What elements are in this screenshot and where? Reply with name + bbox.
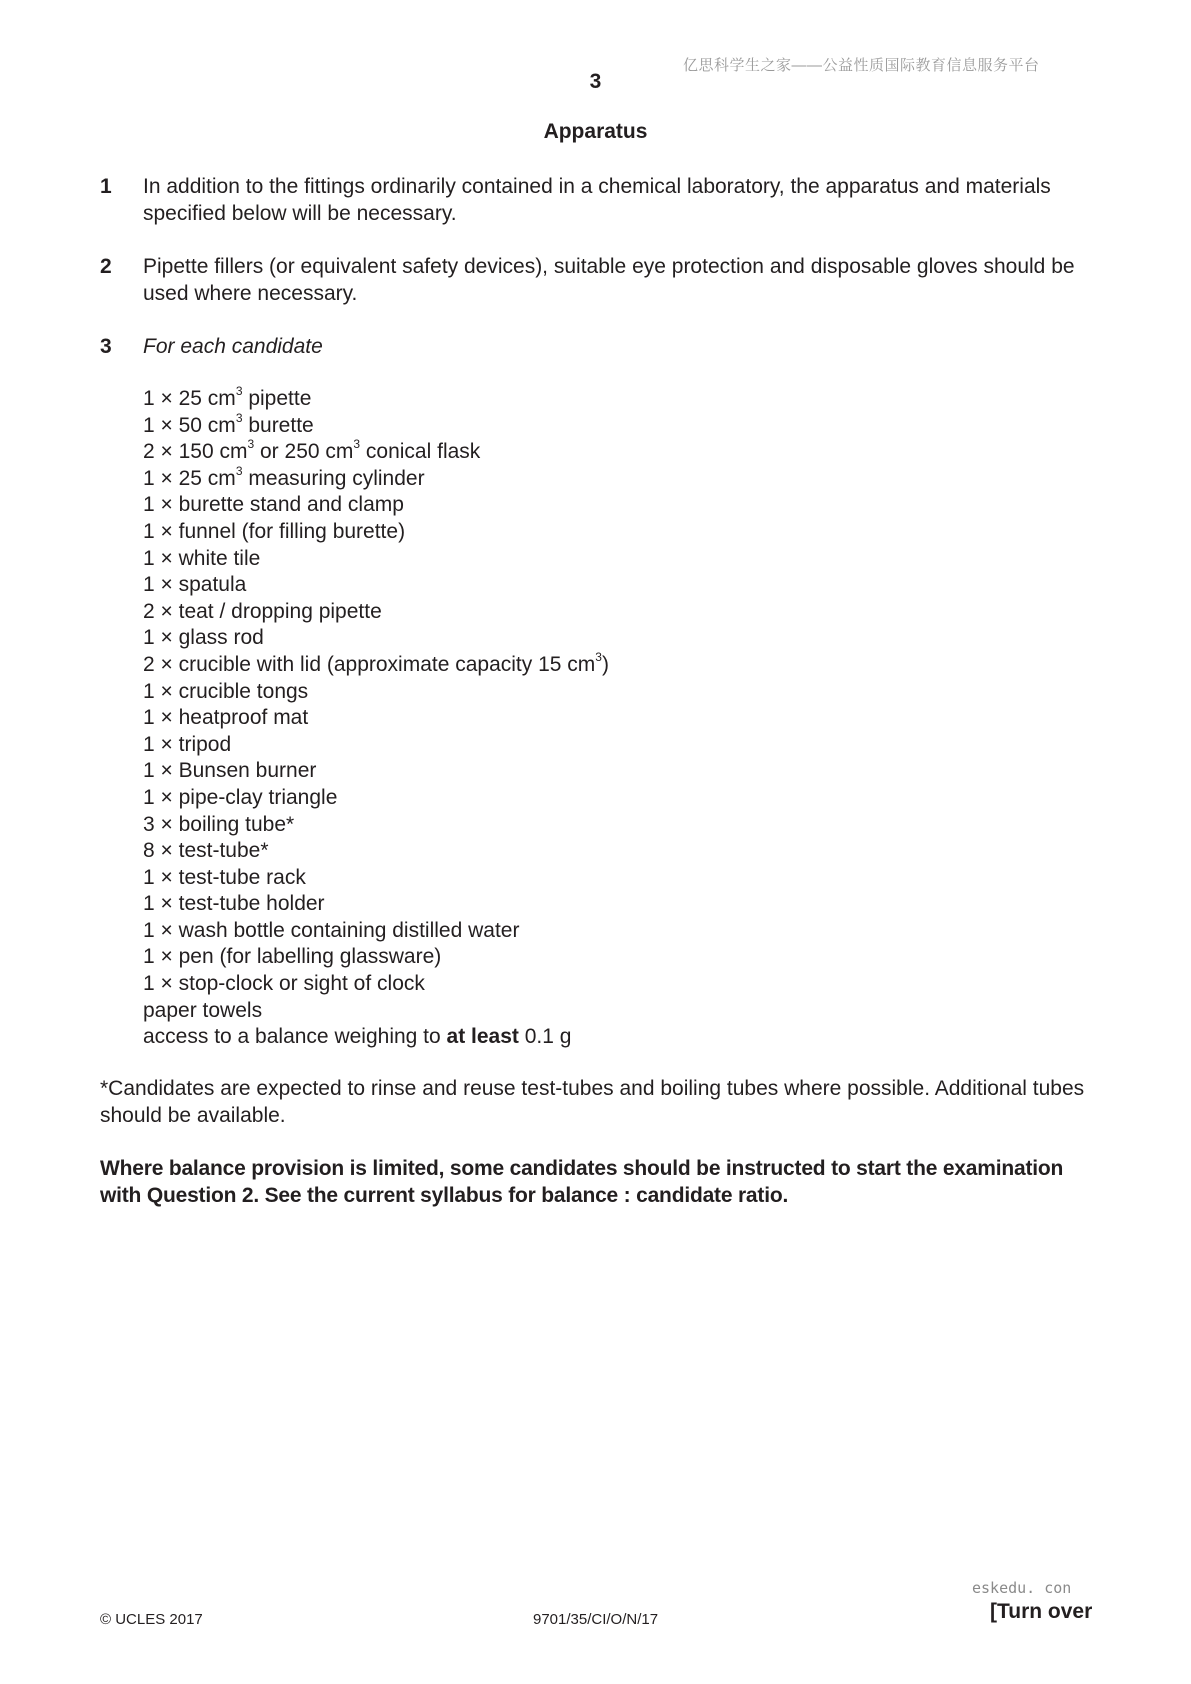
paper-code: 9701/35/CI/O/N/17 — [533, 1611, 659, 1628]
item-quantity: 1 × — [143, 785, 173, 809]
item-quantity: 1 × — [143, 918, 173, 942]
apparatus-item — [143, 572, 609, 599]
apparatus-item — [143, 891, 609, 918]
item-text: pen (for labelling glassware) — [172, 945, 442, 969]
item-text: Bunsen burner — [172, 759, 317, 783]
item-text: teat / dropping pipette — [172, 599, 382, 623]
apparatus-item — [143, 679, 609, 706]
item-text: 0.1 g — [518, 1025, 572, 1049]
item-superscript: 3 — [235, 463, 243, 478]
paragraph-text: Pipette fillers (or equivalent safety devices), suitable eye protection and disposable gloves should be used where necessary. — [143, 255, 1075, 305]
item-text: test-tube holder — [172, 892, 325, 916]
watermark-bottom: eskedu. con — [972, 1579, 1072, 1597]
apparatus-item — [143, 944, 609, 971]
item-text: 25 cm — [172, 466, 236, 490]
paragraph-3 — [100, 333, 1100, 360]
paragraph-2 — [100, 253, 1100, 307]
apparatus-item — [143, 546, 609, 573]
item-superscript: 3 — [247, 437, 255, 452]
apparatus-item — [143, 410, 609, 440]
item-text: 150 cm — [172, 440, 248, 464]
item-quantity: 1 × — [143, 519, 173, 543]
section-heading: Apparatus — [543, 120, 648, 143]
paragraph-number: 2 — [100, 255, 112, 278]
item-text: stop-clock or sight of clock — [172, 972, 425, 996]
apparatus-item — [143, 649, 609, 679]
apparatus-item — [143, 971, 609, 998]
apparatus-item — [143, 625, 609, 652]
paragraph-number: 3 — [100, 335, 112, 358]
item-text: 25 cm — [172, 387, 236, 410]
item-text: crucible tongs — [172, 679, 309, 703]
item-text: ) — [601, 652, 609, 676]
apparatus-item — [143, 785, 609, 812]
item-quantity: 1 × — [143, 387, 173, 410]
item-quantity: 1 × — [143, 493, 173, 517]
item-quantity: 1 × — [143, 972, 173, 996]
apparatus-item — [143, 599, 609, 626]
item-text: boiling tube* — [172, 812, 295, 836]
item-quantity: 3 × — [143, 812, 173, 836]
item-text: test-tube* — [172, 839, 269, 863]
item-quantity: 1 × — [143, 865, 173, 889]
paragraph-number: 1 — [100, 175, 112, 198]
apparatus-item — [143, 386, 609, 413]
item-text: burette stand and clamp — [172, 493, 404, 517]
turn-over: [Turn over — [990, 1600, 1093, 1623]
item-superscript: 3 — [595, 649, 602, 664]
paragraph-1 — [100, 173, 1100, 227]
item-quantity: 1 × — [143, 892, 173, 916]
tubes-note: *Candidates are expected to rinse and reuse test-tubes and boiling tubes where possible. Additional tubes should be available. — [100, 1077, 1085, 1127]
item-text: burette — [242, 413, 314, 437]
item-text: pipe-clay triangle — [172, 785, 338, 809]
paragraph-text: For each candidate — [143, 335, 323, 358]
item-text: pipette — [242, 387, 312, 410]
apparatus-item — [143, 865, 609, 892]
apparatus-item — [143, 732, 609, 759]
watermark-top: 亿思科学生之家——公益性质国际教育信息服务平台 — [683, 57, 1040, 74]
copyright: © UCLES 2017 — [100, 1611, 203, 1628]
apparatus-item — [143, 492, 609, 519]
apparatus-item — [143, 918, 609, 945]
item-quantity: 1 × — [143, 626, 173, 650]
item-text: 50 cm — [172, 413, 236, 437]
item-text: spatula — [172, 573, 247, 597]
apparatus-item — [143, 758, 609, 785]
item-text: access to a balance weighing to — [143, 1025, 447, 1049]
balance-note: Where balance provision is limited, some candidates should be instructed to start the examination with Question 2. See the current syllabus for balance : candidate ratio. — [100, 1157, 1064, 1207]
apparatus-item — [143, 998, 609, 1025]
item-quantity: 2 × — [143, 440, 173, 464]
apparatus-item — [143, 519, 609, 546]
apparatus-item — [143, 463, 609, 493]
paragraph-text: In addition to the fittings ordinarily contained in a chemical laboratory, the apparatus and materials specified below will be necessary. — [143, 175, 1051, 225]
item-text: glass rod — [172, 626, 264, 650]
item-text: conical flask — [360, 440, 481, 464]
item-text: heatproof mat — [172, 706, 309, 730]
item-text: test-tube rack — [172, 865, 306, 889]
item-quantity: 8 × — [143, 839, 173, 863]
item-quantity: 2 × — [143, 652, 173, 676]
item-quantity: 1 × — [143, 413, 173, 437]
item-quantity: 1 × — [143, 732, 173, 756]
item-text: funnel (for filling burette) — [172, 519, 406, 543]
item-text: measuring cylinder — [242, 466, 425, 490]
item-text: tripod — [172, 732, 232, 756]
item-text: wash bottle containing distilled water — [172, 918, 520, 942]
apparatus-item — [143, 705, 609, 732]
item-superscript: 3 — [235, 410, 243, 425]
apparatus-item — [143, 838, 609, 865]
item-quantity: 1 × — [143, 466, 173, 490]
apparatus-item — [143, 812, 609, 839]
item-text: crucible with lid (approximate capacity 15 cm — [172, 652, 596, 676]
item-emphasis: at least — [446, 1025, 519, 1049]
item-text: white tile — [172, 546, 261, 570]
apparatus-item — [143, 1024, 609, 1051]
item-text: or 250 cm — [254, 440, 354, 464]
item-quantity: 1 × — [143, 679, 173, 703]
item-quantity: 1 × — [143, 546, 173, 570]
item-quantity: 1 × — [143, 573, 173, 597]
apparatus-item — [143, 439, 609, 466]
item-quantity: 1 × — [143, 759, 173, 783]
item-superscript: 3 — [235, 384, 243, 398]
item-quantity: 1 × — [143, 945, 173, 969]
item-quantity: 2 × — [143, 599, 173, 623]
item-text: paper towels — [143, 998, 263, 1022]
apparatus-list — [143, 386, 609, 1051]
item-quantity: 1 × — [143, 706, 173, 730]
item-superscript: 3 — [353, 437, 361, 452]
page-number: 3 — [589, 70, 602, 93]
